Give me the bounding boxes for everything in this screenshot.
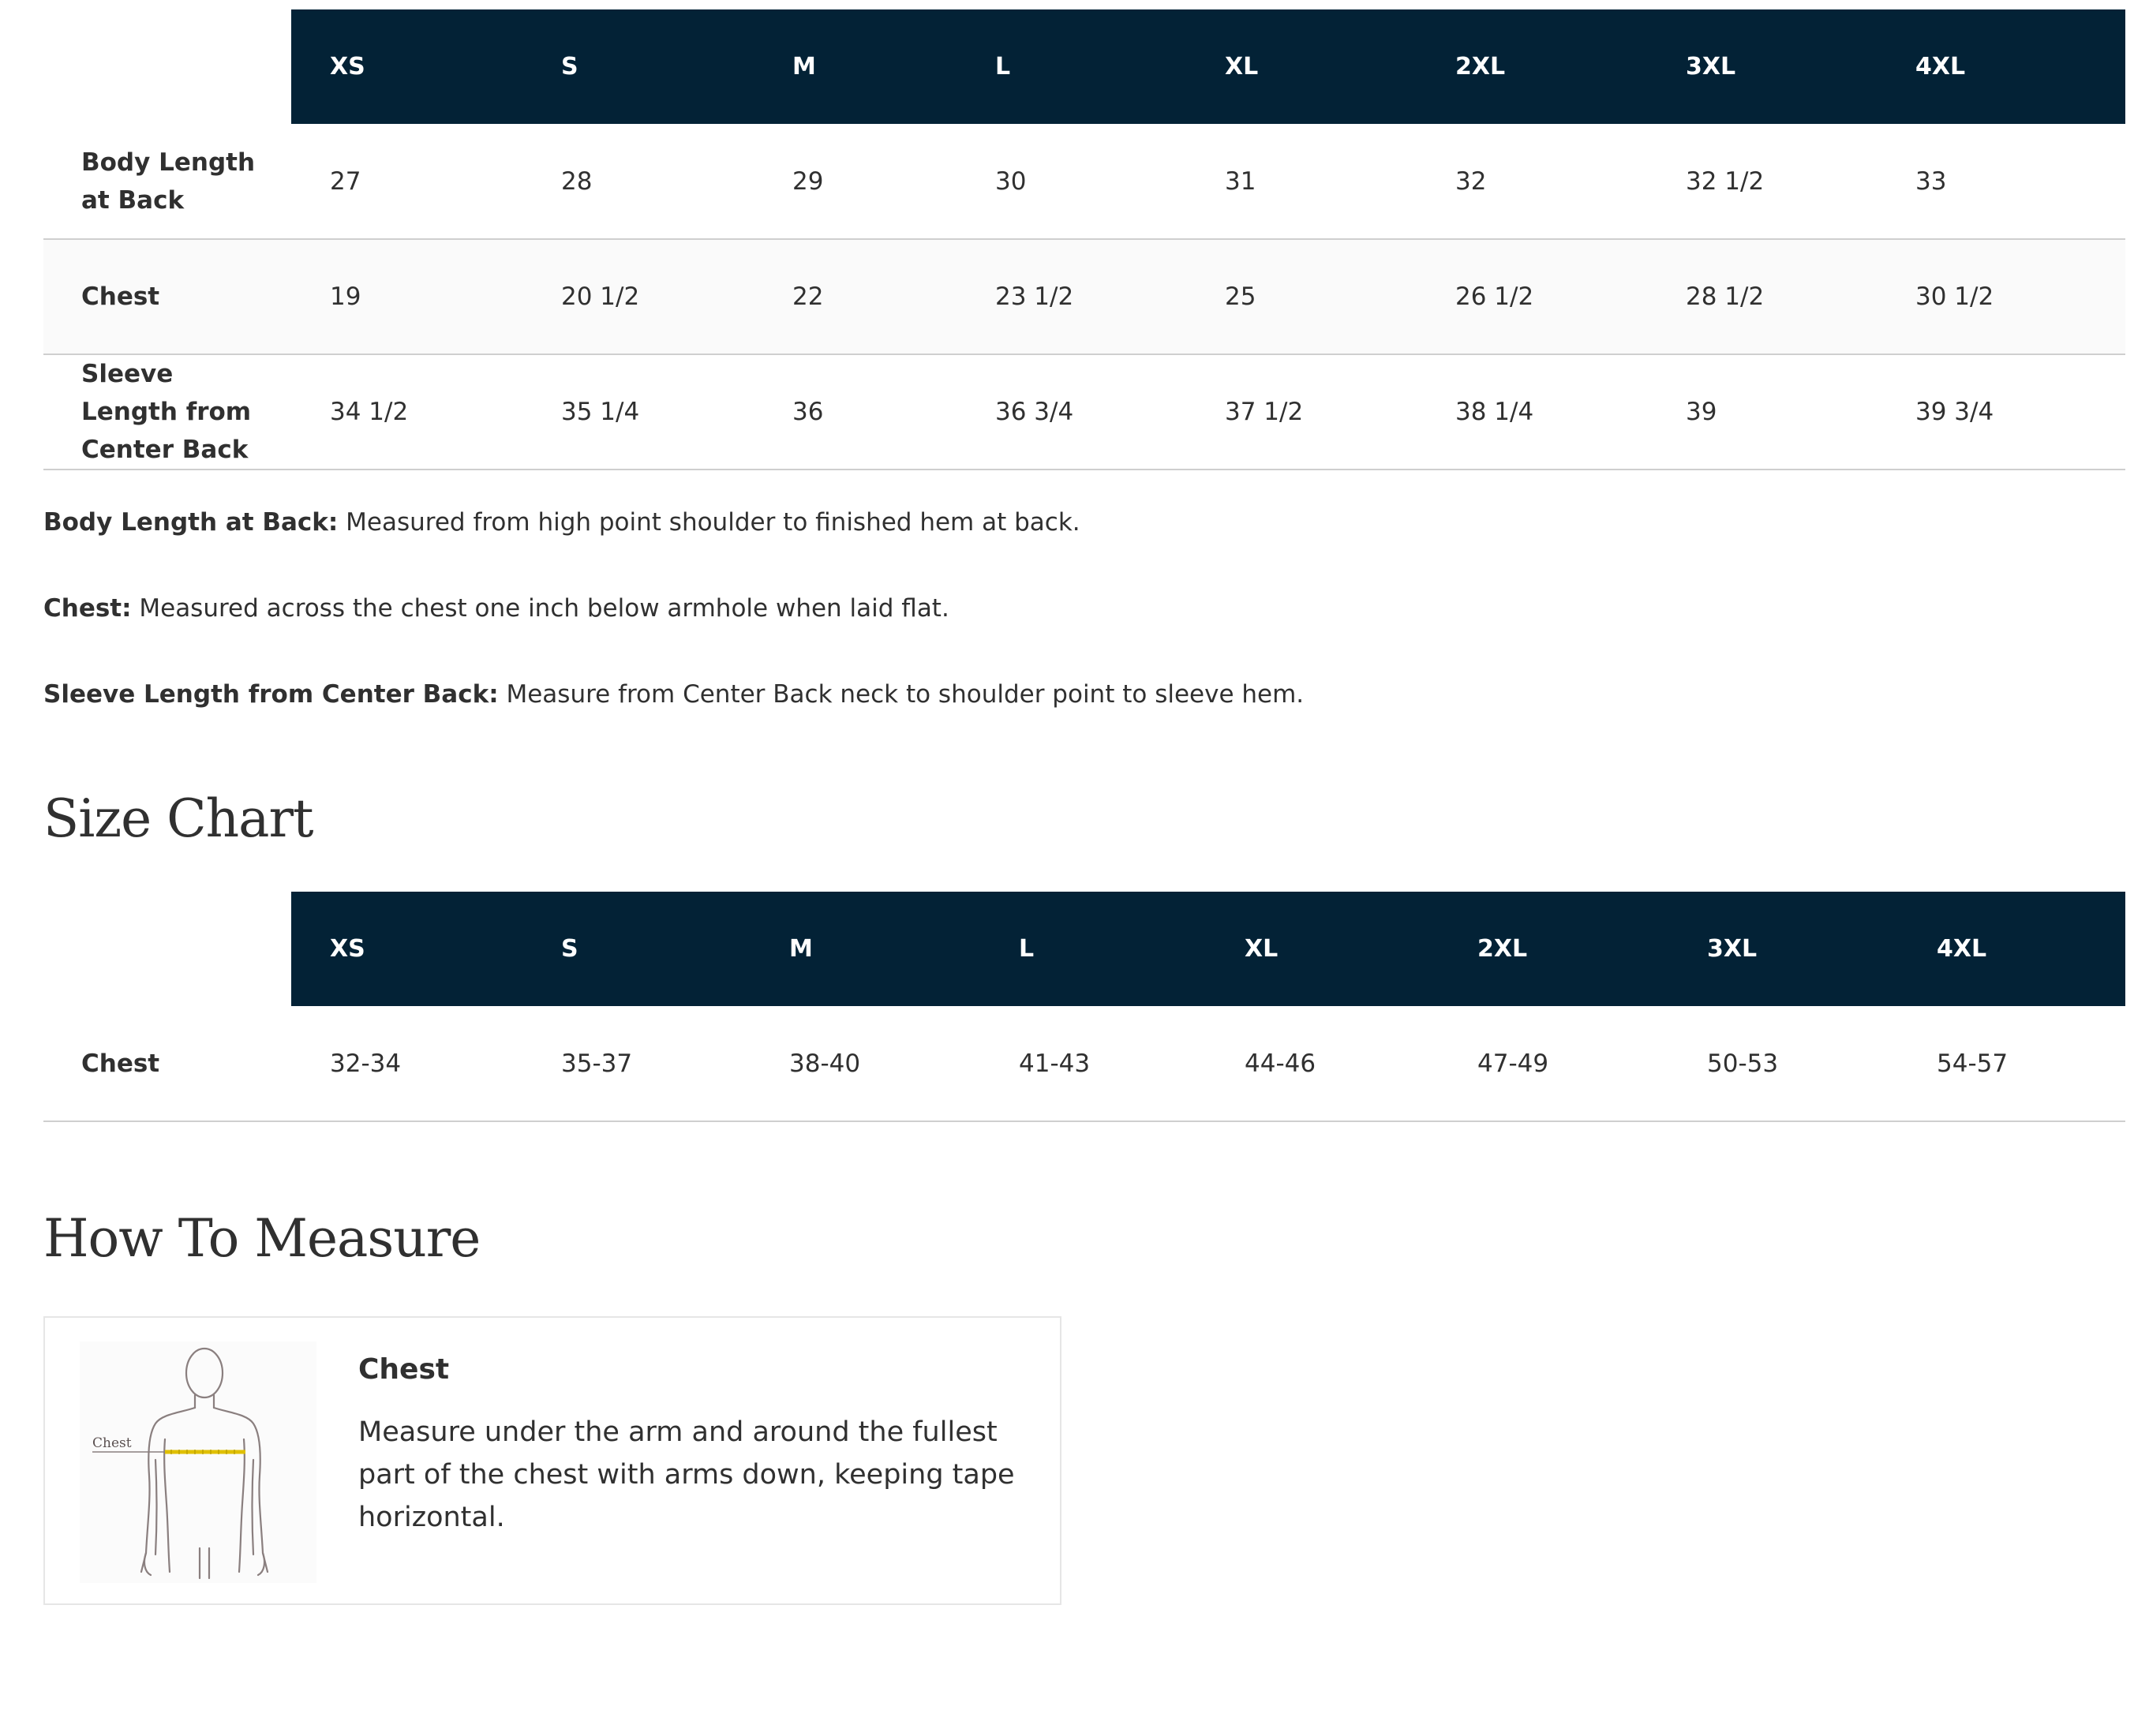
table-cell: 22 <box>792 282 824 311</box>
size-header: 3XL <box>1647 9 1877 124</box>
figure-chest-label: Chest <box>92 1435 132 1451</box>
definition-text: Measured from high point shoulder to finished hem at back. <box>338 508 1080 537</box>
measure-card-text <box>358 1351 1037 1539</box>
size-header: 3XL <box>1668 892 1898 1006</box>
how-to-measure-title: How To Measure <box>43 1208 481 1269</box>
definition-term: Sleeve Length from Center Back: <box>43 680 499 709</box>
corner-cell <box>43 892 291 1006</box>
definition-chest <box>43 591 2125 626</box>
table-cell: 33 <box>1915 166 1947 196</box>
size-header: XS <box>291 9 522 124</box>
table-cell: 39 <box>1686 398 1717 426</box>
table-cell: 28 1/2 <box>1686 282 1765 311</box>
measure-card-chest <box>43 1316 1061 1605</box>
body-outline-figure <box>80 1341 316 1583</box>
size-header: L <box>957 9 1186 124</box>
measure-card-description: Measure under the arm and around the fullest part of the chest with arms down, keeping tape horizontal. <box>358 1416 1015 1533</box>
size-header: 2XL <box>1439 892 1668 1006</box>
table-cell: 29 <box>792 166 824 196</box>
table-cell: 38-40 <box>789 1049 861 1078</box>
size-header: S <box>522 892 751 1006</box>
size-header: 4XL <box>1877 9 2125 124</box>
measure-card-title: Chest <box>358 1353 450 1386</box>
row-label: Sleeve Length from Center Back <box>81 360 252 464</box>
table-cell: 32-34 <box>330 1049 402 1078</box>
table-cell: 38 1/4 <box>1455 398 1534 426</box>
table-row <box>43 124 2125 239</box>
table-cell: 25 <box>1225 282 1256 311</box>
size-chart-title: Size Chart <box>43 788 313 849</box>
table-cell: 41-43 <box>1019 1049 1091 1078</box>
size-header: L <box>980 892 1206 1006</box>
row-label: Body Length at Back <box>81 148 256 215</box>
size-header: XL <box>1206 892 1439 1006</box>
table-cell: 44-46 <box>1245 1049 1316 1078</box>
table-cell: 39 3/4 <box>1915 398 1994 426</box>
table-cell: 36 3/4 <box>995 398 1074 426</box>
measurement-definitions <box>43 505 2125 712</box>
table-cell: 19 <box>330 282 361 311</box>
specs-header-row <box>43 9 2125 124</box>
size-guide-page <box>43 9 2125 1605</box>
table-cell: 32 1/2 <box>1686 166 1765 196</box>
garment-specs-table <box>43 9 2125 470</box>
table-cell: 30 1/2 <box>1915 282 1994 311</box>
definition-text: Measure from Center Back neck to shoulder point to sleeve hem. <box>498 680 1305 709</box>
row-label: Chest <box>81 282 160 311</box>
size-header: S <box>522 9 754 124</box>
definition-body-length <box>43 505 2125 540</box>
table-cell: 54-57 <box>1937 1049 2009 1078</box>
definition-term: Body Length at Back: <box>43 508 339 537</box>
table-cell: 36 <box>792 398 824 426</box>
size-chart-table <box>43 892 2125 1122</box>
chest-measure-illustration <box>80 1341 316 1583</box>
table-cell: 30 <box>995 166 1027 196</box>
table-cell: 34 1/2 <box>330 398 409 426</box>
size-header: XL <box>1186 9 1417 124</box>
table-cell: 50-53 <box>1707 1049 1779 1078</box>
size-header: XS <box>291 892 522 1006</box>
size-header: 4XL <box>1898 892 2125 1006</box>
size-header: 2XL <box>1417 9 1647 124</box>
size-chart-header-row <box>43 892 2125 1006</box>
table-cell: 28 <box>561 166 593 196</box>
table-cell: 35 1/4 <box>561 398 640 426</box>
table-cell: 47-49 <box>1477 1049 1549 1078</box>
table-cell: 35-37 <box>561 1049 633 1078</box>
row-label: Chest <box>81 1049 160 1078</box>
table-cell: 37 1/2 <box>1225 398 1304 426</box>
table-row <box>43 354 2125 470</box>
table-cell: 31 <box>1225 166 1256 196</box>
table-cell: 26 1/2 <box>1455 282 1534 311</box>
corner-cell <box>43 9 291 124</box>
table-row <box>43 1006 2125 1121</box>
table-cell: 23 1/2 <box>995 282 1074 311</box>
table-cell: 27 <box>330 166 361 196</box>
definition-text: Measured across the chest one inch below armhole when laid flat. <box>131 594 949 623</box>
size-header: M <box>751 892 980 1006</box>
size-header: M <box>754 9 957 124</box>
table-cell: 32 <box>1455 166 1487 196</box>
table-cell: 20 1/2 <box>561 282 640 311</box>
table-row <box>43 239 2125 354</box>
definition-term: Chest: <box>43 594 132 623</box>
definition-sleeve-length <box>43 677 2125 712</box>
